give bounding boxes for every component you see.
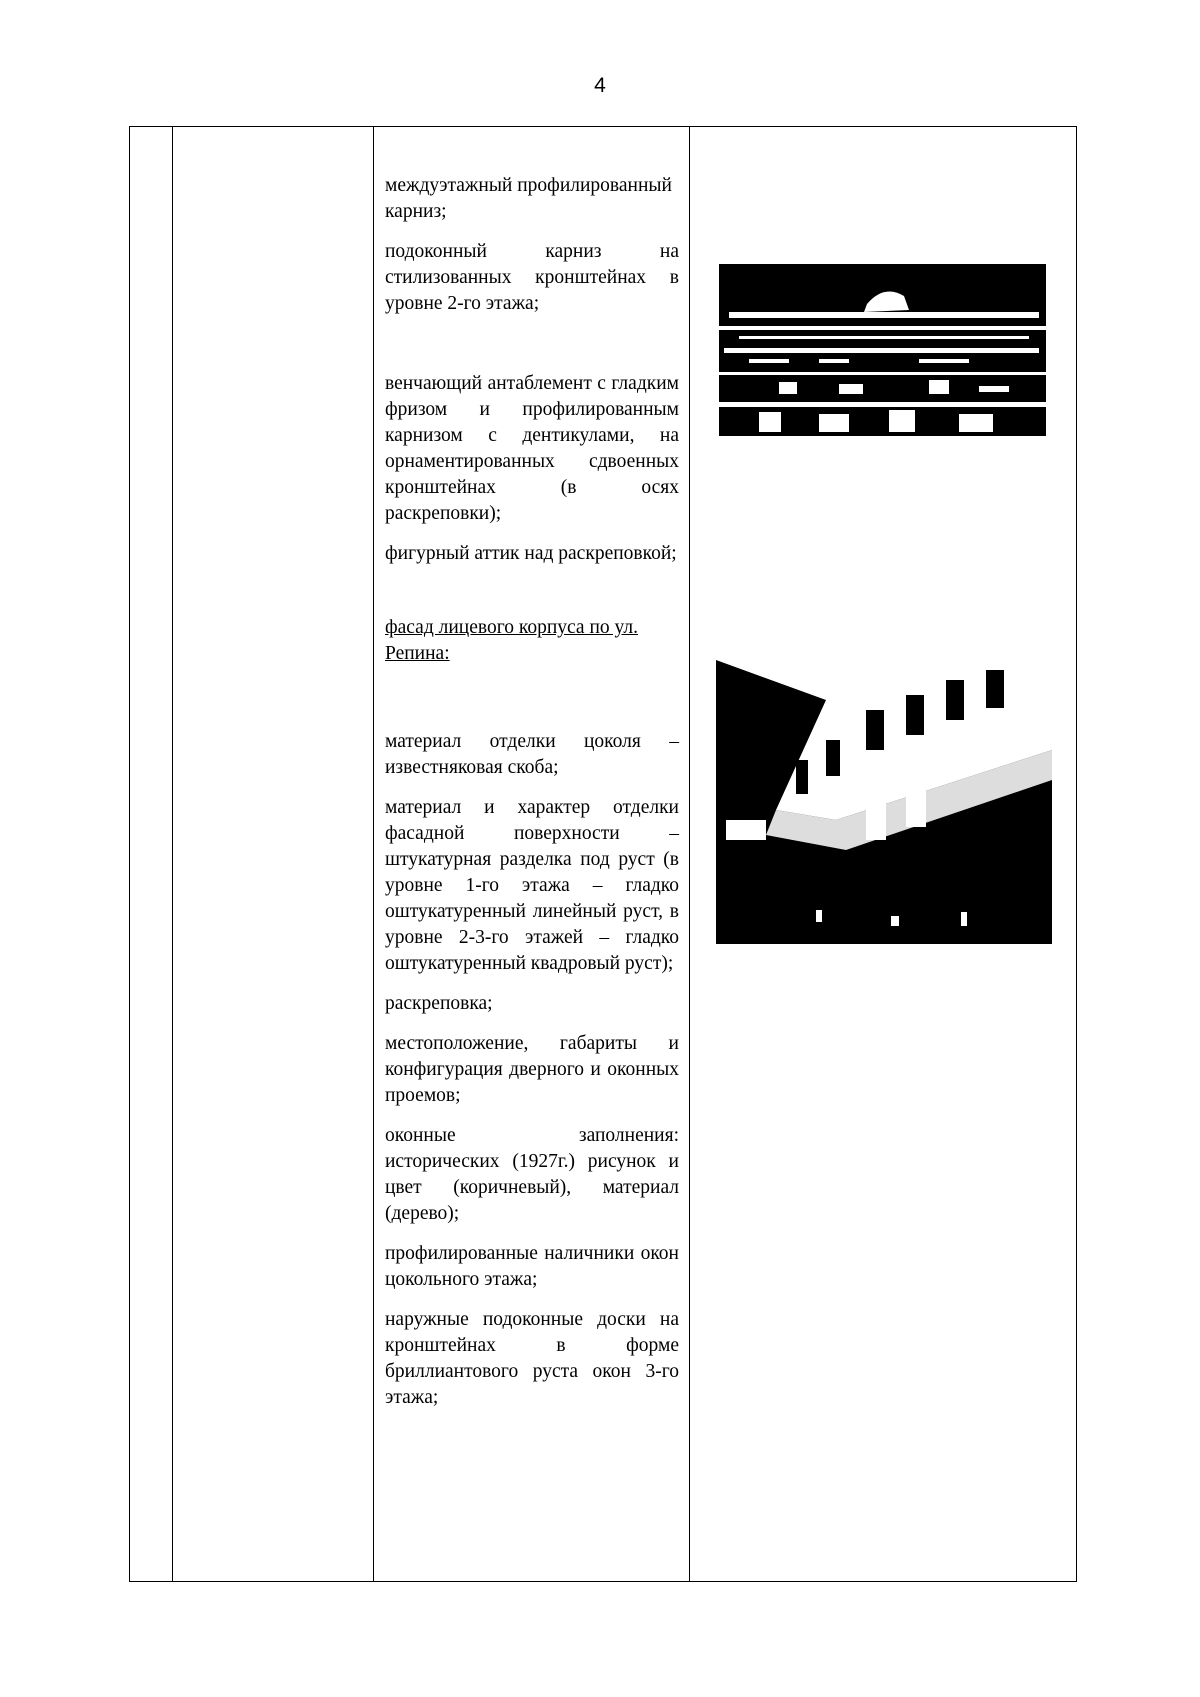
list-item: оконные заполнения: исторических (1927г.) рисунок и цвет (коричневый), материал (дерево); <box>385 1125 679 1224</box>
list-item: венчающий антаблемент с гладким фризом и профилированным карнизом с дентикулами, на орнаментированных сдвоенных кронштейнах (в осях раскреповки); <box>385 373 679 524</box>
list-item: местоположение, габариты и конфигурация дверного и оконных проемов; <box>385 1033 679 1106</box>
page-number: 4 <box>594 74 606 97</box>
list-item: фигурный аттик над раскреповкой; <box>385 543 677 564</box>
section-heading: фасад лицевого корпуса по ул. Репина: <box>385 617 639 664</box>
column-divider <box>373 127 374 1581</box>
facade-photo <box>716 660 1052 944</box>
column-divider <box>172 127 173 1581</box>
list-item: наружные подоконные доски на кронштейнах в форме бриллиантового руста окон 3-го этажа; <box>385 1309 679 1408</box>
cornice-photo <box>719 264 1046 436</box>
list-item: материал отделки цоколя – известняковая скоба; <box>385 731 679 778</box>
list-item: материал и характер отделки фасадной поверхности – штукатурная разделка под руст (в уровне 1-го этажа – гладко оштукатуренный линейный руст, в уровне 2-3-го этажей – гладко оштукатуренный квадровый руст); <box>385 797 679 974</box>
features-column <box>385 173 679 1425</box>
list-item: междуэтажный профилированный карниз; <box>385 175 672 222</box>
list-item: профилированные наличники окон цокольного этажа; <box>385 1243 679 1290</box>
list-item: подоконный карниз на стилизованных кронштейнах в уровне 2-го этажа; <box>385 241 679 314</box>
list-item: раскреповка; <box>385 993 493 1014</box>
column-divider <box>689 127 690 1581</box>
